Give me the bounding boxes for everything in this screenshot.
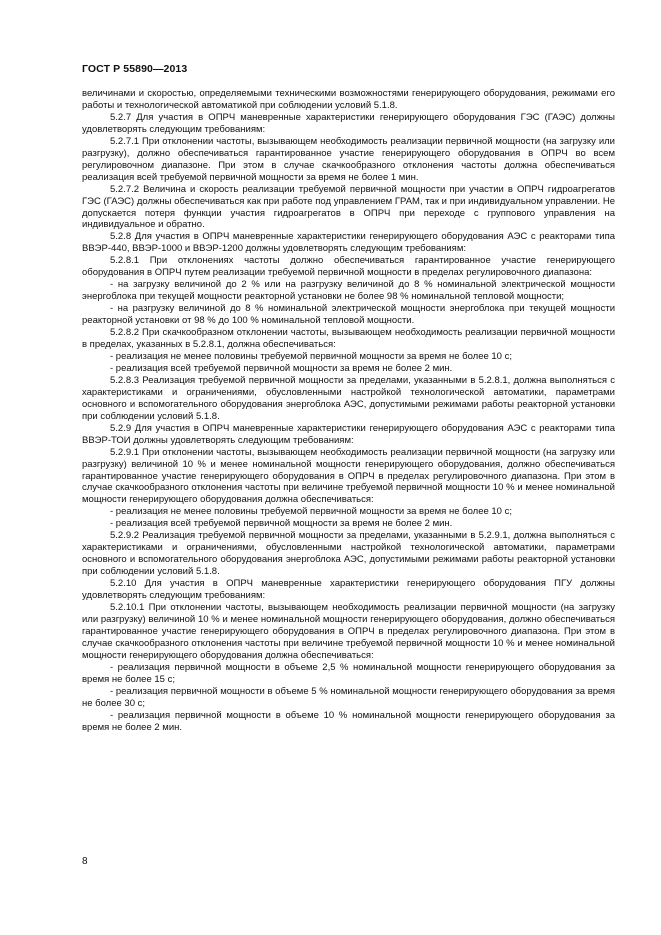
paragraph: 5.2.10.1 При отклонении частоты, вызывающем необходимость реализации первичной мощности (на загрузку или разгрузку) величиной 10 % и менее номинальной мощности генерирующего оборудования, должно обеспечиваться гарантированное участие генерирующего оборудования в ОПРЧ в пределах регулировочного диапазона. При этом в случае скачкообразного отклонения частоты при величине требуемой первичной мощности 10 % и менее номинальной мощности генерирующего оборудования должна обеспечиваться:: [82, 601, 615, 661]
list-item: - реализация первичной мощности в объеме 5 % номинальной мощности генерирующего оборудования за время не более 30 с;: [82, 685, 615, 709]
paragraph: 5.2.9.1 При отклонении частоты, вызывающем необходимость реализации первичной мощности (на загрузку или разгрузку) величиной 10 % и менее номинальной мощности генерирующего оборудования, должно обеспечиваться гарантированное участие генерирующего оборудования в ОПРЧ в пределах регулировочного диапазона. При этом в случае скачкообразного отклонения частоты при величине требуемой первичной мощности 10 % и менее номинальной мощности генерирующего оборудования должна обеспечиваться:: [82, 446, 615, 506]
paragraph: 5.2.8.3 Реализация требуемой первичной мощности за пределами, указанными в 5.2.8.1, должна выполняться с характеристиками и ограничениями, обусловленными настройкой технологической автоматики, параметрами основного и вспомогательного оборудования энергоблока АЭС, допустимыми режимами работы реакторной установки при соблюдении условий 5.1.8.: [82, 374, 615, 422]
paragraph: 5.2.9 Для участия в ОПРЧ маневренные характеристики генерирующего оборудования АЭС с реакторами типа ВВЭР-ТОИ должны удовлетворять следующим требованиям:: [82, 422, 615, 446]
list-item: - на загрузку величиной до 2 % или на разгрузку величиной до 8 % номинальной электрической мощности энергоблока при текущей мощности реакторной установки не более 98 % номинальной тепловой мощности;: [82, 279, 615, 303]
page-number: 8: [82, 856, 88, 867]
list-item: - реализация всей требуемой первичной мощности за время не более 2 мин.: [110, 518, 453, 530]
paragraph: 5.2.8 Для участия в ОПРЧ маневренные характеристики генерирующего оборудования АЭС с реакторами типа ВВЭР-440, ВВЭР-1000 и ВВЭР-1200 должны удовлетворять следующим требованиям:: [82, 231, 615, 255]
paragraph: 5.2.7.1 При отклонении частоты, вызывающем необходимость реализации первичной мощности (на загрузку или разгрузку), должно обеспечиваться гарантированное участие генерирующего оборудования в ОПРЧ во всем регулировочном диапазоне. При этом в случае скачкообразного отклонения частоты должна обеспечиваться реализация всей требуемой первичной мощности за время не более 1 мин.: [82, 135, 615, 183]
list-item: - реализация не менее половины требуемой первичной мощности за время не более 10 с;: [110, 350, 512, 362]
paragraph: 5.2.7 Для участия в ОПРЧ маневренные характеристики генерирующего оборудования ГЭС (ГАЭС) должны удовлетворять следующим требованиям:: [82, 111, 615, 135]
page-header: ГОСТ Р 55890—2013: [82, 63, 188, 75]
list-item: - реализация всей требуемой первичной мощности за время не более 2 мин.: [110, 362, 453, 374]
paragraph: 5.2.9.2 Реализация требуемой первичной мощности за пределами, указанными в 5.2.9.1, должна выполняться с характеристиками и ограничениями, обусловленными настройкой технологической автоматики, параметрами основного и вспомогательного оборудования энергоблока АЭС, допустимыми режимами работы реакторной установки при соблюдении условий 5.1.8.: [82, 530, 615, 578]
list-item: - реализация первичной мощности в объеме 10 % номинальной мощности генерирующего оборудования за время не более 2 мин.: [82, 709, 615, 733]
list-item: - на разгрузку величиной до 8 % номинальной электрической мощности энергоблока при текущей мощности реакторной установки от 98 % до 100 % номинальной тепловой мощности.: [82, 303, 615, 327]
paragraph: величинами и скоростью, определяемыми техническими возможностями генерирующего оборудования, режимами его работы и технологической автоматикой при соблюдении условий 5.1.8.: [82, 88, 615, 111]
paragraph: 5.2.8.1 При отклонениях частоты должно обеспечиваться гарантированное участие генерирующего оборудования в ОПРЧ путем реализации требуемой первичной мощности в пределах регулировочного диапазона:: [82, 255, 615, 279]
paragraph: 5.2.8.2 При скачкообразном отклонении частоты, вызывающем необходимость реализации первичной мощности в пределах, указанных в 5.2.8.1, должна обеспечиваться:: [82, 327, 615, 351]
paragraph: 5.2.10 Для участия в ОПРЧ маневренные характеристики генерирующего оборудования ПГУ должны удовлетворять следующим требованиям:: [82, 578, 615, 602]
list-item: - реализация первичной мощности в объеме 2,5 % номинальной мощности генерирующего оборудования за время не более 15 с;: [82, 661, 615, 685]
body-text: [82, 88, 615, 733]
list-item: - реализация не менее половины требуемой первичной мощности за время не более 10 с;: [110, 506, 512, 518]
paragraph: 5.2.7.2 Величина и скорость реализации требуемой первичной мощности при участии в ОПРЧ гидроагрегатов ГЭС (ГАЭС) должны обеспечиваться как при работе под управлением ГРАМ, так и при индивидуальном управлении. Не допускается потеря функции участия гидроагрегатов в ОПРЧ при переходе с группового управления на индивидуальное и обратно.: [82, 183, 615, 231]
